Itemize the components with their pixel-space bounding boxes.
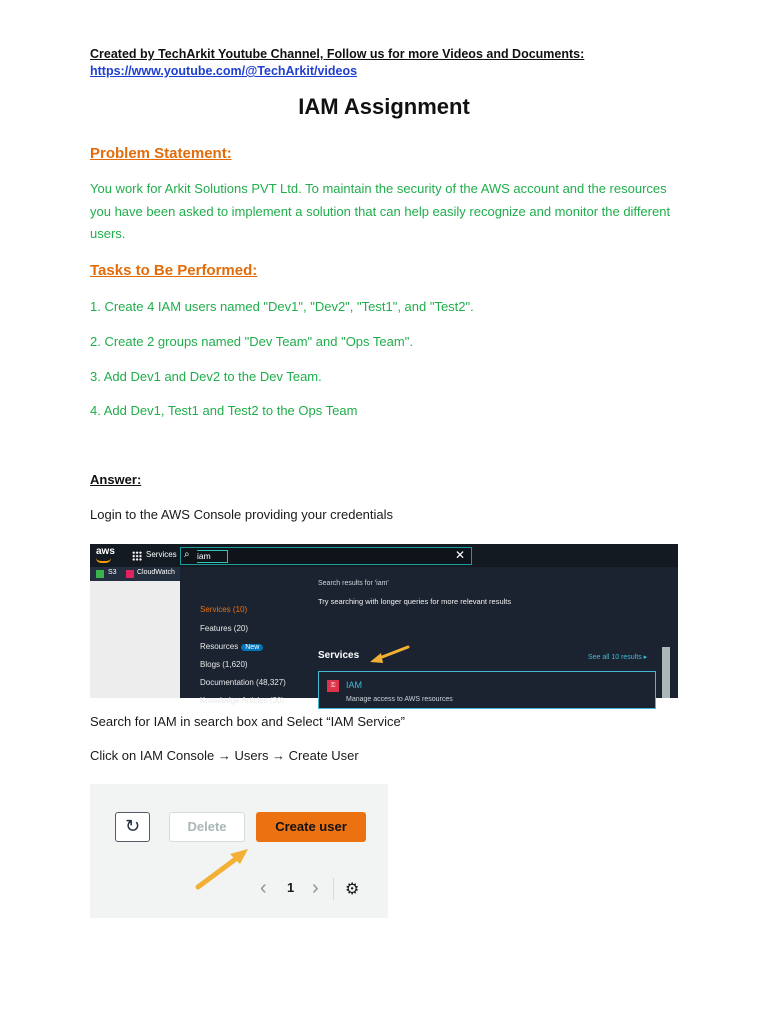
problem-heading: Problem Statement: [90,145,232,162]
category-features[interactable]: Features (20) [200,624,249,633]
problem-text: You work for Arkit Solutions PVT Ltd. To maintain the security of the AWS account and the resources you have been asked to implement a solution that can help easily recognize and monitor the different users. [90,181,671,241]
credit-line: Created by TechArkit Youtube Channel, Follow us for more Videos and Documents: [90,47,585,61]
task-item-3: 3. Add Dev1 and Dev2 to the Dev Team. [90,369,322,384]
answer-step-create: Click on IAM Console → Users → Create User [90,748,359,763]
iam-users-toolbar-screenshot [90,784,388,918]
task-item-2: 2. Create 2 groups named "Dev Team" and "Ops Team". [90,334,413,349]
chevron-left-icon[interactable]: ‹ [260,877,267,899]
youtube-link[interactable]: https://www.youtube.com/@TechArkit/videos [90,64,358,78]
search-value: iam [197,550,228,563]
category-resources-label: Resources [200,642,239,651]
gear-icon[interactable]: ⚙ [345,881,360,898]
task-item-4: 4. Add Dev1, Test1 and Test2 to the Ops Team [90,403,358,418]
category-documentation[interactable]: Documentation (48,327) [200,678,286,687]
pointer-arrow-icon [90,784,388,918]
tasks-heading: Tasks to Be Performed: [90,262,258,279]
page-number[interactable]: 1 [287,880,295,895]
aws-logo[interactable]: aws [96,546,115,557]
delete-button[interactable]: Delete [169,812,245,842]
refresh-icon: ↻ [124,816,141,836]
chevron-right-icon[interactable]: › [312,877,319,899]
favorite-s3[interactable]: S3 [108,569,117,576]
iam-result-description: Manage access to AWS resources [346,696,453,703]
task-item-1: 1. Create 4 IAM users named "Dev1", "Dev2", "Test1", and "Test2". [90,299,474,314]
close-icon[interactable]: ✕ [454,548,465,562]
search-icon: ⌕ [184,549,190,560]
new-badge: New [241,644,263,651]
query-hint: Try searching with longer queries for more relevant results [318,597,512,606]
results-for-text: Search results for 'iam' [318,580,389,587]
services-menu[interactable]: Services [146,550,177,559]
iam-result-name[interactable]: IAM [346,680,363,690]
answer-heading: Answer: [90,472,142,487]
services-heading: Services [318,650,360,661]
category-blogs[interactable]: Blogs (1,620) [200,660,248,669]
iam-service-icon: ⚿ [327,680,339,692]
category-services[interactable]: Services (10) [200,605,248,614]
create-user-button[interactable]: Create user [256,812,366,842]
favorite-cloudwatch[interactable]: CloudWatch [137,569,175,576]
answer-step-search: Search for IAM in search box and Select “IAM Service” [90,714,406,729]
category-knowledge-articles[interactable]: Knowledge Articles (30) [200,696,285,705]
page-title: IAM Assignment [298,94,470,119]
pointer-arrow-icon [90,544,678,698]
aws-console-screenshot [90,544,678,705]
answer-step-login: Login to the AWS Console providing your credentials [90,507,394,522]
see-all-results-link[interactable]: See all 10 results ▸ [588,654,648,661]
